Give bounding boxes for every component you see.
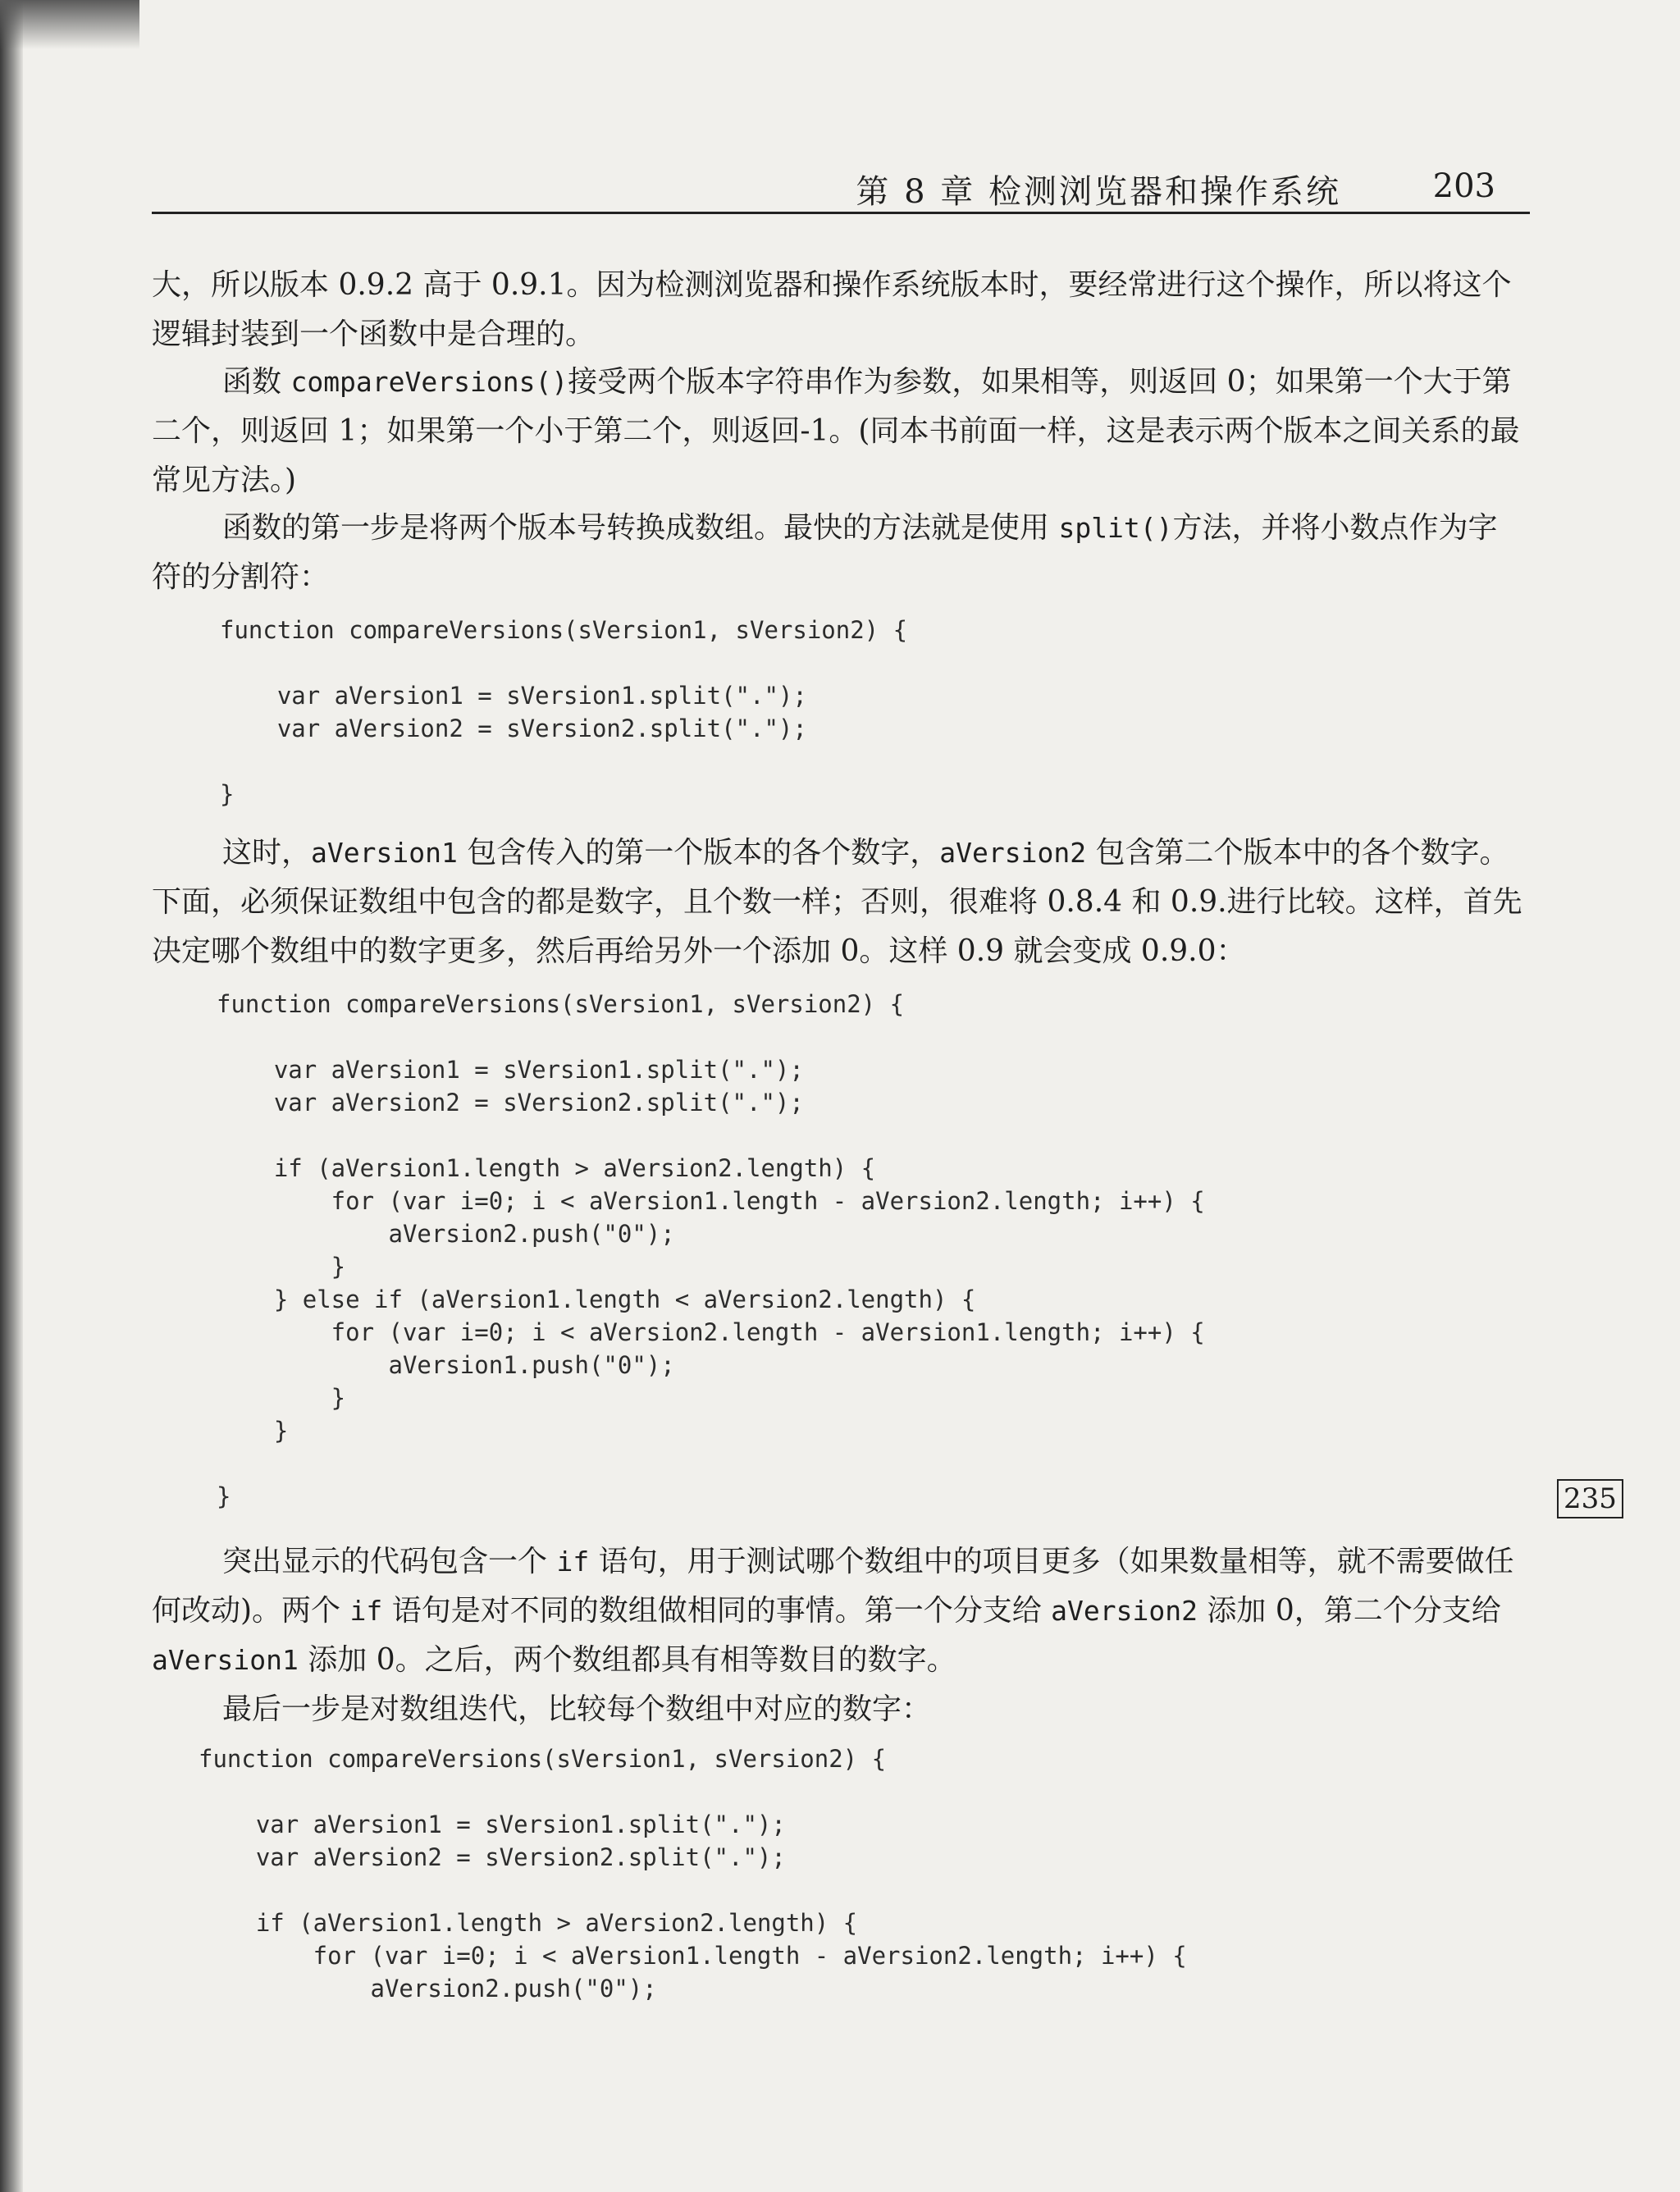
inline-code: if — [349, 1595, 383, 1627]
text-run: 添加 0，第二个分支给 — [1197, 1594, 1501, 1628]
paragraph-2 — [152, 358, 1526, 505]
paragraph-6: 最后一步是对数组迭代，比较每个数组中对应的数字： — [222, 1692, 932, 1726]
page-number: 203 — [1432, 167, 1495, 205]
text-run: 语句，用于测试哪个数组中的项目更多（如果数量相等，就不需要做任何改动)。两个 — [152, 1545, 1514, 1628]
binding-shadow — [0, 0, 23, 2192]
text-run: 包含第二个版本中的各个数字。下面，必须保证数组中包含的都是数字，且个数一样；否则，很难将 0.8.4 和 0.9.进行比较。这样，首先决定哪个数组中的数字更多，然后再给另外一个添加 0。这样 0.9 就会变成 0.9.0： — [152, 836, 1522, 968]
inline-code: if — [556, 1546, 590, 1578]
text-run: 突出显示的代码包含一个 — [222, 1545, 557, 1578]
text-run: 包含传入的第一个版本的各个数字， — [457, 836, 940, 870]
inline-code: split() — [1058, 512, 1173, 544]
inline-code: aVersion1 — [311, 837, 458, 869]
paragraph-4 — [152, 829, 1526, 976]
paragraph-5 — [152, 1537, 1526, 1685]
margin-page-number: 235 — [1557, 1479, 1623, 1518]
running-header — [152, 161, 1530, 214]
code-block-1: function compareVersions(sVersion1, sVersion2) { var aVersion1 = sVersion1.split("."); var aVersion2 = sVersion2.split("."); } — [220, 616, 908, 808]
text-run: 函数的第一步是将两个版本号转换成数组。最快的方法就是使用 — [222, 511, 1059, 545]
inline-code: aVersion2 — [1051, 1595, 1198, 1627]
text-run: 添加 0。之后，两个数组都具有相等数目的数字。 — [298, 1643, 956, 1677]
text-run: 函数 — [222, 365, 291, 399]
text-run: 接受两个版本字符串作为参数，如果相等，则返回 0；如果第一个大于第二个，则返回 1；如果第一个小于第二个，则返回-1。(同本书前面一样，这是表示两个版本之间关系的最常见方法。) — [152, 365, 1520, 497]
inline-code: compareVersions() — [290, 366, 568, 398]
inline-code: aVersion2 — [939, 837, 1087, 869]
inline-code: aVersion1 — [152, 1644, 299, 1676]
paragraph-1: 大，所以版本 0.9.2 高于 0.9.1。因为检测浏览器和操作系统版本时，要经常进行这个操作，所以将这个逻辑封装到一个函数中是合理的。 — [152, 268, 1512, 351]
text-run: 这时， — [222, 836, 312, 870]
chapter-title: 第 8 章 检测浏览器和操作系统 — [856, 173, 1341, 211]
text-run: 语句是对不同的数组做相同的事情。第一个分支给 — [382, 1594, 1052, 1628]
text-run: 方法，并将小数点作为字符的分割符： — [152, 511, 1498, 594]
paragraph-3 — [152, 504, 1526, 602]
code-block-2: function compareVersions(sVersion1, sVersion2) { var aVersion1 = sVersion1.split("."); var aVersion2 = sVersion2.split("."); if (aVersion1.length > aVersion2.length) { for (var i=0; i < aVersion1.length - aVersion2.length; i++) { aVersion2.push("0"); } } else if (aVersion1.length < aVersion2.length) { for (var i=0; i < aVersion2.length - aVersion1.length; i++) { aVersion1.push("0"); } } } — [217, 990, 1205, 1510]
scan-corner-shadow — [0, 0, 139, 49]
code-block-3: function compareVersions(sVersion1, sVersion2) { var aVersion1 = sVersion1.split("."); var aVersion2 = sVersion2.split("."); if (aVersion1.length > aVersion2.length) { for (var i=0; i < aVersion1.length - aVersion2.length; i++) { aVersion2.push("0"); — [199, 1745, 1187, 2002]
